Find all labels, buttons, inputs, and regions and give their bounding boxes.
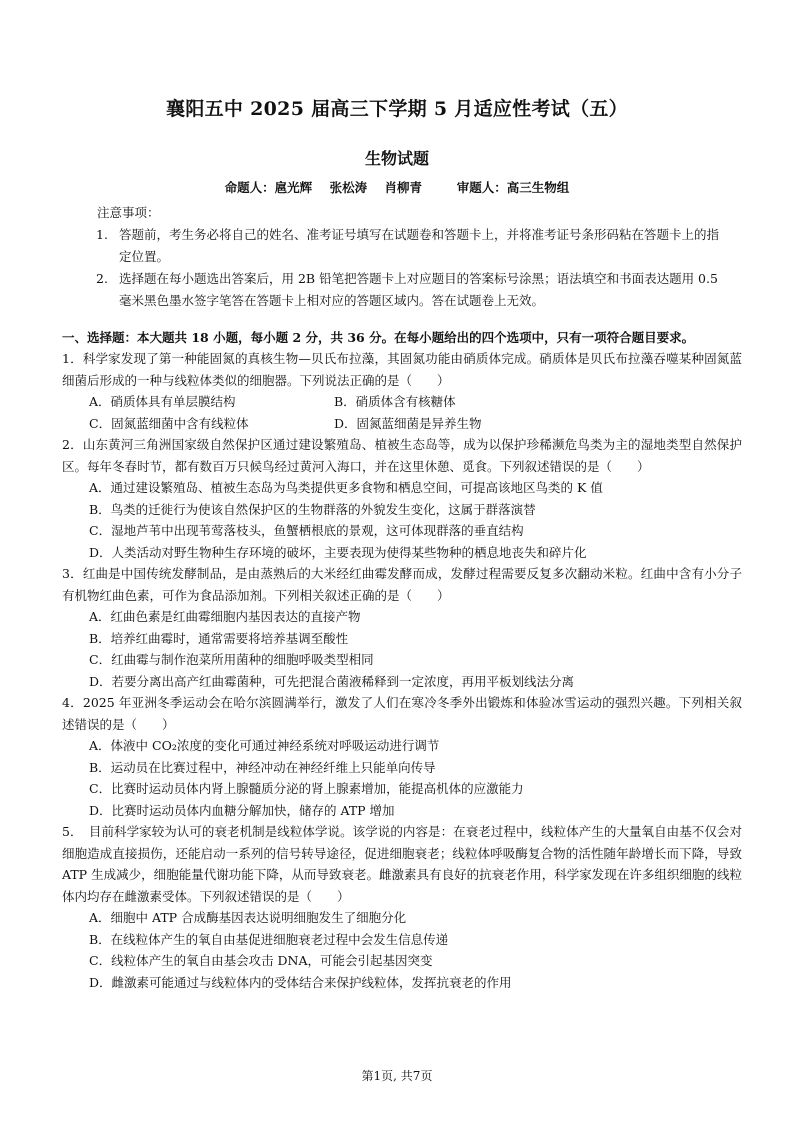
option-c: C．比赛时运动员体内肾上腺髓质分泌的肾上腺素增加，能提高机体的应激能力 — [89, 781, 524, 796]
question-stem: 4．2025 年亚洲冬季运动会在哈尔滨圆满举行，激发了人们在寒冷冬季外出锻炼和体验冰雪运动的强烈兴趣。下列相关叙述错误的是（ ） — [62, 695, 742, 732]
notice-item-text: 答题前，考生务必将自己的姓名、准考证号填写在试题卷和答题卡上，并将准考证号条形码粘在答题卡上的指定位置。 — [119, 227, 720, 264]
option-d: D．固氮蓝细菌是异养生物 — [334, 415, 482, 431]
option-a: A．体液中 CO₂浓度的变化可通过神经系统对呼吸运动进行调节 — [89, 738, 440, 753]
exam-title: 襄阳五中 2025 届高三下学期 5 月适应性考试（五） — [166, 98, 628, 120]
notice-title: 注意事项： — [97, 205, 160, 220]
option-d: D．雌激素可能通过与线粒体内的受体结合来保护线粒体，发挥抗衰老的作用 — [89, 974, 512, 990]
question — [62, 563, 742, 692]
option-b: B．运动员在比赛过程中，神经冲动在神经纤维上只能单向传导 — [89, 759, 436, 775]
option-a: A．红曲色素是红曲霉细胞内基因表达的直接产物 — [89, 609, 361, 624]
notice-item — [96, 224, 726, 268]
notice-item-number: 2. — [96, 271, 108, 286]
question — [62, 348, 742, 434]
question-stem: 2．山东黄河三角洲国家级自然保护区通过建设繁殖岛、植被生态岛等，成为以保护珍稀濒危鸟类为主的湿地类型自然保护区。每年冬春时节，都有数百万只候鸟经过黄河入海口，并在这里休憩、觅食。下列叙述错误的是（ ） — [62, 437, 742, 474]
question-stem: 5． 目前科学家较为认可的衰老机制是线粒体学说。该学说的内容是：在衰老过程中，线粒体产生的大量氧自由基不仅会对细胞造成直接损伤，还能启动一系列的信号转导途径，促进细胞衰老；线粒体呼吸酶复合物的活性随年龄增长而下降，导致 ATP 生成减少，细胞能量代谢功能下降，从而导致衰老。雌激素具有良好的抗衰老作用，科学家发现在许多组织细胞的线粒体内均存在雌激素受体。下列叙述错误的是（ ） — [62, 824, 742, 904]
option-d: D．比赛时运动员体内血糖分解加快，储存的 ATP 增加 — [89, 802, 395, 818]
option-a: A．硝质体具有单层膜结构 — [89, 394, 236, 409]
option-b: B．鸟类的迁徙行为使该自然保护区的生物群落的外貌发生变化，这属于群落演替 — [89, 501, 536, 517]
option-c: C．湿地芦苇中出现苇莺落枝头，鱼蟹栖根底的景观，这可体现群落的垂直结构 — [89, 523, 524, 538]
question-list — [62, 348, 742, 993]
authors-line: 命题人：扈光辉 张松涛 肖柳青 审题人：高三生物组 — [224, 180, 570, 195]
option-c: C．固氮蓝细菌中含有线粒体 — [89, 415, 249, 431]
question — [62, 821, 742, 993]
question-stem: 3．红曲是中国传统发酵制品，是由蒸熟后的大米经红曲霉发酵而成，发酵过程需要反复多次翻动米粒。红曲中含有小分子有机物红曲色素，可作为食品添加剂。下列相关叙述正确的是（ ） — [62, 566, 742, 603]
option-d: D．若要分离出高产红曲霉菌种，可先把混合菌液稀释到一定浓度，再用平板划线法分离 — [89, 673, 575, 689]
option-row — [62, 413, 742, 435]
option-c: C．红曲霉与制作泡菜所用菌种的细胞呼吸类型相同 — [89, 652, 374, 667]
question — [62, 434, 742, 563]
option-a: A．通过建设繁殖岛、植被生态岛为鸟类提供更多食物和栖息空间，可提高该地区鸟类的 K 值 — [89, 480, 603, 495]
page-number: 第1页, 共7页 — [361, 1069, 433, 1083]
option-b: B．培养红曲霉时，通常需要将培养基调至酸性 — [89, 630, 349, 646]
notice-item — [96, 268, 726, 312]
notice-item-number: 1. — [96, 227, 108, 242]
option-d: D．人类活动对野生物种生存环境的破坏，主要表现为使得某些物种的栖息地丧失和碎片化 — [89, 544, 587, 560]
option-row — [62, 391, 742, 413]
question — [62, 692, 742, 821]
option-a: A．细胞中 ATP 合成酶基因表达说明细胞发生了细胞分化 — [89, 910, 407, 925]
notice-item-text: 选择题在每小题选出答案后，用 2B 铅笔把答题卡上对应题目的答案标号涂黑；语法填空和书面表达题用 0.5 毫米黑色墨水签字笔答在答题卡上相对应的答题区域内。答在试题卷上无效。 — [119, 271, 718, 308]
subject-title: 生物试题 — [364, 149, 429, 168]
option-b: B．硝质体含有核糖体 — [334, 394, 456, 409]
option-c: C．线粒体产生的氧自由基会攻击 DNA，可能会引起基因突变 — [89, 953, 433, 968]
section-heading: 一、选择题：本大题共 18 小题，每小题 2 分，共 36 分。在每小题给出的四个选项中，只有一项符合题目要求。 — [62, 330, 695, 345]
option-b: B．在线粒体产生的氧自由基促进细胞衰老过程中会发生信息传递 — [89, 931, 449, 947]
question-stem: 1．科学家发现了第一种能固氮的真核生物—贝氏布拉藻，其固氮功能由硝质体完成。硝质体是贝氏布拉藻吞噬某种固氮蓝细菌后形成的一种与线粒体类似的细胞器。下列说法正确的是（ ） — [62, 351, 742, 388]
